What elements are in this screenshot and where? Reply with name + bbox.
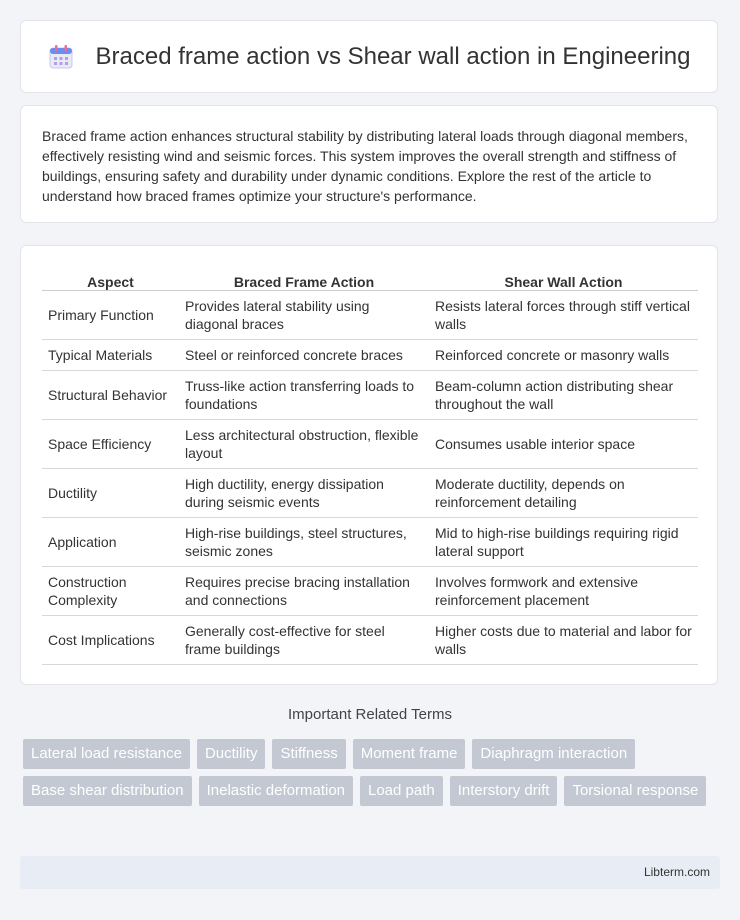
table-row	[42, 567, 698, 616]
related-term-tag[interactable]: Base shear distribution	[23, 776, 192, 806]
braced-cell: Requires precise bracing installation and connections	[179, 567, 429, 616]
related-terms-list	[23, 739, 713, 806]
comparison-card	[20, 245, 718, 685]
braced-cell: High-rise buildings, steel structures, seismic zones	[179, 518, 429, 567]
aspect-cell: Structural Behavior	[42, 371, 179, 420]
aspect-cell: Cost Implications	[42, 616, 179, 665]
braced-cell: High ductility, energy dissipation during seismic events	[179, 469, 429, 518]
shear-cell: Higher costs due to material and labor for walls	[429, 616, 698, 665]
shear-cell: Reinforced concrete or masonry walls	[429, 340, 698, 371]
shear-cell: Beam-column action distributing shear throughout the wall	[429, 371, 698, 420]
table-row	[42, 469, 698, 518]
table-row	[42, 340, 698, 371]
braced-cell: Generally cost-effective for steel frame buildings	[179, 616, 429, 665]
related-term-tag[interactable]: Load path	[360, 776, 443, 806]
aspect-cell: Primary Function	[42, 291, 179, 340]
header-shear-wall: Shear Wall Action	[429, 266, 698, 291]
braced-cell: Steel or reinforced concrete braces	[179, 340, 429, 371]
comparison-table	[42, 266, 698, 665]
braced-cell: Provides lateral stability using diagonal braces	[179, 291, 429, 340]
table-row	[42, 371, 698, 420]
table-row	[42, 518, 698, 567]
header-card	[20, 20, 718, 93]
related-term-tag[interactable]: Inelastic deformation	[199, 776, 353, 806]
shear-cell: Involves formwork and extensive reinforcement placement	[429, 567, 698, 616]
related-term-tag[interactable]: Moment frame	[353, 739, 466, 769]
braced-cell: Less architectural obstruction, flexible layout	[179, 420, 429, 469]
table-row	[42, 616, 698, 665]
calendar-icon	[48, 44, 74, 70]
table-row	[42, 420, 698, 469]
aspect-cell: Ductility	[42, 469, 179, 518]
aspect-cell: Application	[42, 518, 179, 567]
related-term-tag[interactable]: Stiffness	[272, 739, 345, 769]
table-row	[42, 291, 698, 340]
aspect-cell: Construction Complexity	[42, 567, 179, 616]
related-term-tag[interactable]: Ductility	[197, 739, 266, 769]
braced-cell: Truss-like action transferring loads to foundations	[179, 371, 429, 420]
related-term-tag[interactable]: Interstory drift	[450, 776, 558, 806]
aspect-cell: Typical Materials	[42, 340, 179, 371]
shear-cell: Consumes usable interior space	[429, 420, 698, 469]
intro-card	[20, 105, 718, 223]
shear-cell: Mid to high-rise buildings requiring rigid lateral support	[429, 518, 698, 567]
intro-text: Braced frame action enhances structural stability by distributing lateral loads through diagonal members, effectively resisting wind and seismic forces. This system improves the overall strength and stiffness of buildings, ensuring safety and durability under dynamic conditions. Explore the rest of the article to understand how braced frames optimize your structure's performance.	[42, 128, 688, 204]
page-title: Braced frame action vs Shear wall action in Engineering	[95, 42, 691, 70]
shear-cell: Resists lateral forces through stiff vertical walls	[429, 291, 698, 340]
related-term-tag[interactable]: Torsional response	[564, 776, 706, 806]
shear-cell: Moderate ductility, depends on reinforcement detailing	[429, 469, 698, 518]
header-aspect: Aspect	[42, 266, 179, 291]
related-term-tag[interactable]: Diaphragm interaction	[472, 739, 635, 769]
header-braced-frame: Braced Frame Action	[179, 266, 429, 291]
aspect-cell: Space Efficiency	[42, 420, 179, 469]
related-term-tag[interactable]: Lateral load resistance	[23, 739, 190, 769]
footer-site-link[interactable]: Libterm.com	[643, 865, 710, 879]
table-header-row	[42, 266, 698, 291]
related-terms-title: Important Related Terms	[288, 706, 452, 723]
footer	[20, 856, 720, 889]
